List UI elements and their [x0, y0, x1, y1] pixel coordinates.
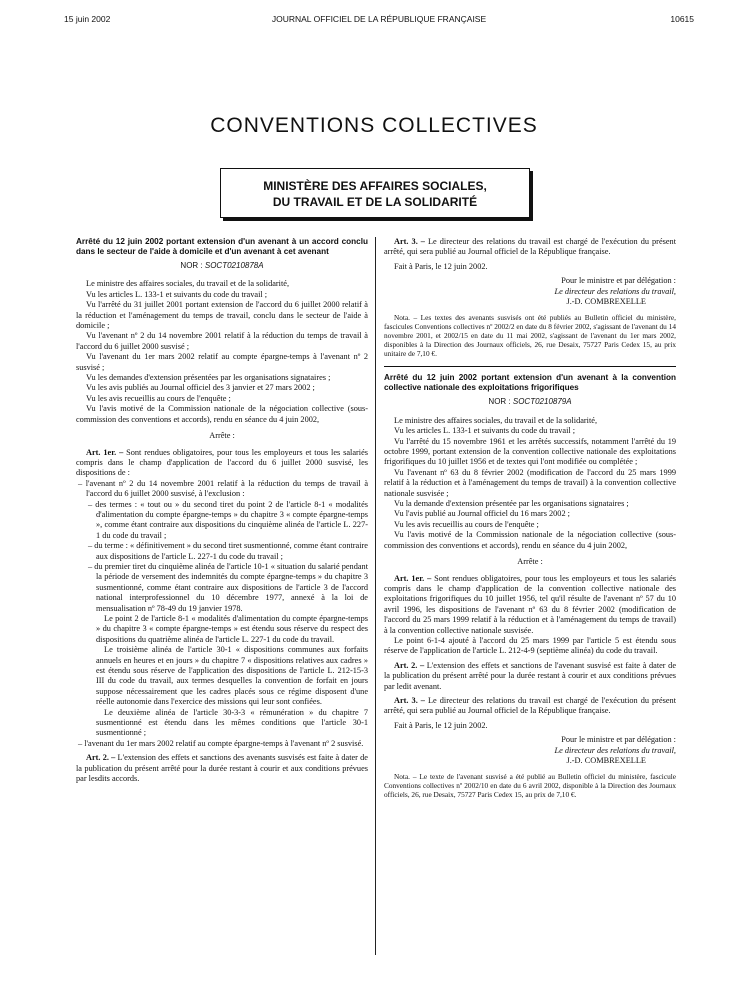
article-3-label: Art. 3. – — [394, 237, 425, 246]
signature-title-text: Le directeur des relations du travail, — [554, 286, 676, 296]
article-1b — [384, 574, 676, 636]
nor-code: SOCT0210879A — [512, 397, 572, 407]
visa-paragraph: Vu l'arrêté du 31 juillet 2001 portant extension de l'accord du 6 juillet 2000 relatif à la réduction et l'aménagement du temps de travail, conclu dans le secteur de l'aide à domicile ; — [76, 300, 368, 331]
indented-paragraph: Le troisième alinéa de l'article 30-1 « dispositions communes aux forfaits annuels en heures et en jours » du chapitre 7 « dispositions relatives aux cadres » est étendu sous réserve de l'application des dispositions de l'article L. 212-15-3 III du code du travail, aux termes desquelles la convention de forfait en jours suppose nécessairement que les cadres placés sous ce régime disposent d'une réelle autonomie dans l'exercice des missions qui leur sont confiées. — [96, 645, 368, 707]
article-2-text: L'extension des effets et sanctions des avenants susvisés est faite à dater de la publication du présent arrêté pour la durée restant à courir et aux conditions prévues par lesdits accords. — [76, 753, 368, 784]
visa-paragraph: Vu les articles L. 133-1 et suivants du code du travail ; — [86, 289, 268, 299]
nota-note: Nota. – Les textes des avenants susvisés ont été publiés au Bulletin officiel du ministère, fascicules Conventions collectives nº 2002/2 en date du 8 février 2002, s'agissant de l'avenant du 14 novembre 2001, et 2002/15 en date du 11 mai 2002, s'agissant de l'avenant du 1er mars 2002, disponibles à la Direction des Journaux officiels, 26, rue Desaix, 75727 Paris Cedex 15, au prix unitaire de 7,10 €. — [384, 313, 676, 358]
fait-a-paris-2: Fait à Paris, le 12 juin 2002. — [394, 720, 488, 730]
article-3 — [384, 237, 676, 258]
nor-code: SOCT0210878A — [204, 261, 264, 270]
signature-name: J.-D. COMBREXELLE — [566, 297, 646, 307]
visa-paragraph: Vu l'avis motivé de la Commission nationale de la négociation collective (sous-commission des conventions et accords), rendu en séance du 4 juin 2002, — [76, 404, 368, 424]
visa-paragraph: Vu l'avis motivé de la Commission nationale de la négociation collective (sous-commission des conventions et accords), rendu en séance du 4 juin 2002, — [384, 530, 676, 550]
signature-line: Pour le ministre et par délégation : — [561, 276, 676, 286]
article-1-text: Sont rendues obligatoires, pour tous les employeurs et tous les salariés compris dans le champ d'application de l'accord du 6 juillet 2000 susvisé, les dispositions de : — [76, 447, 368, 478]
article-2b-text: L'extension des effets et sanctions de l'avenant susvisé est faite à dater de la publication du présent arrêté pour la durée restant à courir et aux conditions prévues par ledit avenant. — [384, 660, 677, 691]
indented-paragraph: Le deuxième alinéa de l'article 30-3-3 « rémunération » du chapitre 7 susmentionné est étendu dans les mêmes conditions que l'article 30-1 susmentionné ; — [96, 707, 368, 738]
visa-paragraph: Le ministre des affaires sociales, du travail et de la solidarité, — [394, 415, 598, 425]
fait-a-paris: Fait à Paris, le 12 juin 2002. — [394, 261, 488, 271]
header-date: 15 juin 2002 — [64, 14, 111, 24]
visa-paragraph: Vu l'avenant nº 63 du 8 février 2002 (modification de l'accord du 25 mars 1999 relatif à la réduction et à l'aménagement du temps de travail) à la convention collective nationale susvisée ; — [384, 467, 676, 498]
ministry-line-1: MINISTÈRE DES AFFAIRES SOCIALES, — [263, 179, 487, 193]
ministry-box — [220, 168, 530, 218]
article-2-label: Art. 2. – — [86, 753, 116, 763]
ministry-line-2: DU TRAVAIL ET DE LA SOLIDARITÉ — [272, 195, 478, 209]
article-2b — [384, 661, 676, 692]
sub-dash-item: – des termes : « tout ou » du second tiret du point 2 de l'article 8-1 « modalités d'alimentation du compte épargne-temps » du chapitre 3 « compte épargne-temps », comme étant contraire aux dispositions du cinquième alinéa de l'article L. 227-1 du code du travail ; — [88, 499, 368, 540]
nota-note-2: Nota. – Le texte de l'avenant susvisé a été publié au Bulletin officiel du ministère, fascicule Conventions collectives nº 2002/10 en date du 6 avril 2002, disponible à la Direction des Journaux officiels, 26, rue Desaix, 75727 Paris Cedex 15, au prix de 7,10 €. — [384, 772, 676, 800]
article-2b-label: Art. 2. – — [394, 660, 425, 670]
article-1-label: Art. 1er. – — [86, 447, 124, 457]
sub-dash-item: – du premier tiret du cinquième alinéa de l'article 10-1 « situation du salarié pendant la période de versement des indemnités du compte épargne-temps » du chapitre 3 susmentionné, comme étant contraire aux dispositions de l'article 3 de l'accord national interprofessionnel du 10 décembre 1977, annexé à la loi de mensualisation nº 78-49 du 19 janvier 1978. — [88, 561, 368, 613]
signature-name-2: J.-D. COMBREXELLE — [566, 756, 646, 766]
header-page-number: 10615 — [670, 14, 694, 24]
visa-paragraph: Vu les avis recueillis au cours de l'enquête ; — [394, 519, 539, 529]
article-3-text: Le directeur des relations du travail est chargé de l'exécution du présent arrêté, qui sera publié au Journal officiel de la République française. — [384, 237, 676, 257]
header-journal-title: JOURNAL OFFICIEL DE LA RÉPUBLIQUE FRANÇAISE — [271, 14, 487, 24]
signature-line-2: Pour le ministre et par délégation : — [561, 735, 676, 745]
left-column — [76, 237, 368, 785]
signature-title-text-2: Le directeur des relations du travail, — [554, 745, 676, 755]
indented-paragraph: Le point 2 de l'article 8-1 « modalités d'alimentation du compte épargne-temps » du chapitre 3 « compte épargne-temps » est étendu sous réserve du respect des dispositions du quatrième alinéa de l'article L. 227-1 du code du travail. — [96, 614, 368, 644]
article-3b-text: Le directeur des relations du travail est chargé de l'exécution du présent arrêté, qui sera publié au Journal officiel de la République française. — [384, 695, 676, 716]
article-1b-label: Art. 1er. – — [394, 573, 432, 583]
article-1b-text: Sont rendues obligatoires, pour tous les employeurs et tous les salariés compris dans le champ d'application de la convention collective nationale des exploitations frigorifiques du 10 juillet 1956, tel qu'il résulte de l'avenant nº 57 du 10 avril 1996, les dispositions de l'avenant nº 63 du 8 février 2002 (modification de l'accord du 25 mars 1999 relatif à la réduction et à l'aménagement du temps de travail) à la convention collective nationale susvisée. — [384, 573, 676, 635]
nor-label: NOR : — [488, 397, 513, 407]
arrete-heading-2: Arrêté du 12 juin 2002 portant extension d'un avenant à la convention collective nationale des exploitations frigorifiques — [384, 373, 676, 393]
sub-dash-item: – du terme : « définitivement » du second tiret susmentionné, comme étant contraire aux dispositions de l'article L. 227-1 du code du travail ; — [88, 541, 368, 561]
nor-label: NOR : — [180, 261, 205, 270]
arrete-label: Arrête : — [209, 431, 235, 441]
section-rule — [384, 366, 676, 367]
visa-paragraph: Vu l'avis publié au Journal officiel du 16 mars 2002 ; — [394, 509, 570, 519]
signature-title-2 — [384, 746, 676, 756]
visa-paragraph: Vu l'arrêté du 15 novembre 1961 et les arrêtés successifs, notamment l'arrêté du 19 octobre 1999, portant extension de la convention collective nationale des exploitations frigorifiques du 10 juillet 1956 et de textes qui l'ont modifiée ou complétée ; — [384, 436, 676, 467]
section-title: CONVENTIONS COLLECTIVES — [210, 114, 538, 137]
article-3b-label: Art. 3. – — [394, 695, 425, 705]
dash-item: – l'avenant du 1er mars 2002 relatif au compte épargne-temps à l'avenant nº 2 susvisé. — [78, 738, 364, 748]
running-header — [64, 14, 694, 26]
article-1b-paragraph: Le point 6-1-4 ajouté à l'accord du 25 mars 1999 par l'article 5 est étendu sous réserve de l'application de l'article L. 212-4-9 (septième alinéa) du code du travail. — [384, 635, 676, 656]
nor-reference-2 — [384, 397, 676, 407]
signature-title — [384, 287, 676, 297]
article-2 — [76, 753, 368, 784]
visa-paragraph: Le ministre des affaires sociales, du travail et de la solidarité, — [86, 279, 290, 289]
visa-paragraph: Vu l'avenant nº 2 du 14 novembre 2001 relatif à la réduction du temps de travail à l'accord du 6 juillet 2000 susvisé ; — [76, 331, 368, 351]
arrete-heading: Arrêté du 12 juin 2002 portant extension d'un avenant à un accord conclu dans le secteur de l'aide à domicile et d'un avenant à cet avenant — [76, 237, 368, 256]
dash-item: – l'avenant nº 2 du 14 novembre 2001 relatif à la réduction du temps de travail à l'accord du 6 juillet 2000 susvisé, à l'exclusion : — [78, 478, 368, 499]
visa-paragraph: Vu la demande d'extension présentée par les organisations signataires ; — [394, 499, 629, 509]
right-column — [384, 237, 676, 800]
nor-reference — [76, 261, 368, 271]
arrete-label: Arrête : — [517, 557, 543, 567]
visa-paragraph: Vu les articles L. 133-1 et suivants du code du travail ; — [394, 426, 576, 436]
visa-paragraph: Vu les avis recueillis au cours de l'enquête ; — [86, 393, 231, 403]
visa-paragraph: Vu l'avenant du 1er mars 2002 relatif au compte épargne-temps à l'avenant nº 2 susvisé ; — [76, 352, 368, 372]
visa-paragraph: Vu les avis publiés au Journal officiel des 3 janvier et 27 mars 2002 ; — [86, 383, 315, 393]
article-3b — [384, 696, 676, 717]
article-1 — [76, 448, 368, 479]
column-divider — [375, 237, 376, 955]
visa-paragraph: Vu les demandes d'extension présentées par les organisations signataires ; — [86, 373, 331, 383]
